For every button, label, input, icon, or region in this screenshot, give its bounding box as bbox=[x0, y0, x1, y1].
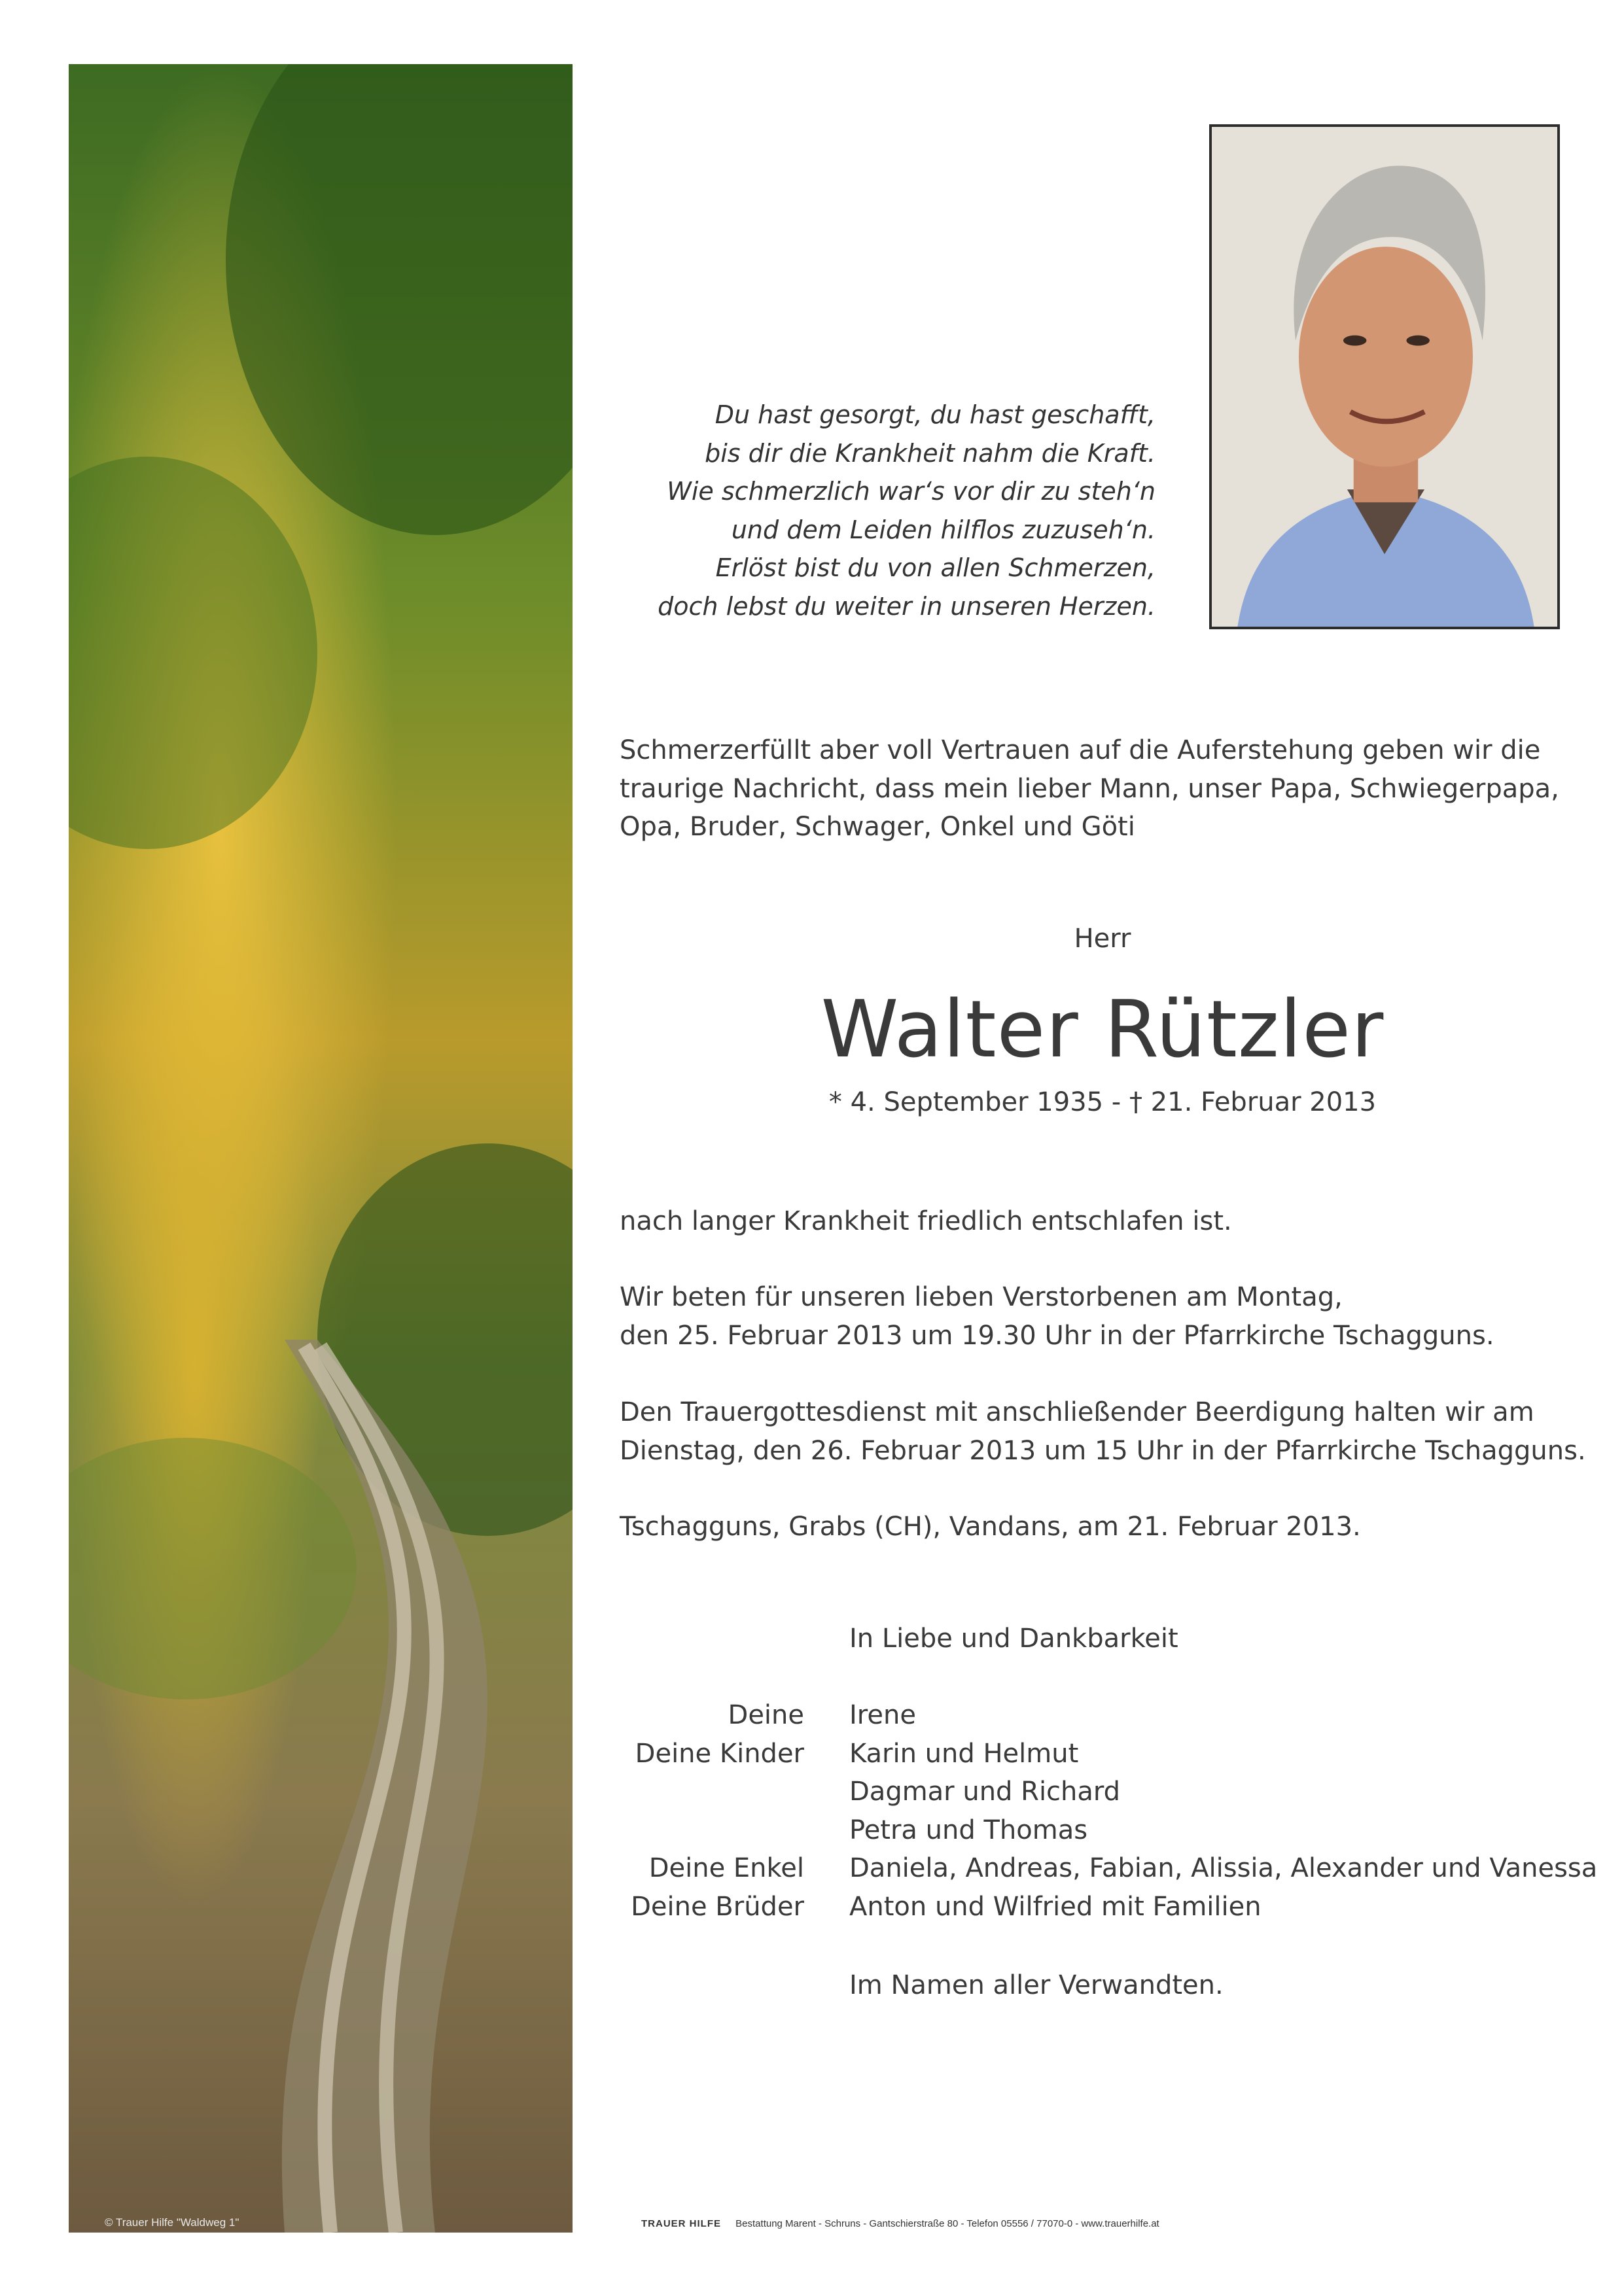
poem-line: Wie schmerzlich war‘s vor dir zu steh‘n bbox=[667, 477, 1156, 506]
signature-label: Deine Enkel bbox=[648, 1853, 804, 1883]
signature-row bbox=[620, 1777, 1601, 1815]
signature-names: Irene bbox=[849, 1700, 916, 1730]
prayer-line: den 25. Februar 2013 um 19.30 Uhr in der Pfarrkirche Tschagguns. bbox=[620, 1320, 1494, 1351]
poem-line: bis dir die Krankheit nahm die Kraft. bbox=[705, 438, 1156, 468]
funeral-paragraph bbox=[620, 1393, 1586, 1470]
salutation: Herr bbox=[1074, 924, 1131, 954]
signature-title: In Liebe und Dankbarkeit bbox=[849, 1624, 1178, 1654]
memorial-poem bbox=[658, 396, 1156, 625]
signature-names: Daniela, Andreas, Fabian, Alissia, Alexander und Vanessa bbox=[849, 1853, 1598, 1883]
prayer-line: Wir beten für unseren lieben Verstorbenen am Montag, bbox=[620, 1282, 1343, 1312]
image-credit: © Trauer Hilfe "Waldweg 1" bbox=[105, 2216, 239, 2229]
forest-path-image bbox=[69, 64, 573, 2233]
signature-row bbox=[620, 1853, 1601, 1892]
signature-label: Deine Brüder bbox=[631, 1891, 804, 1922]
footer bbox=[641, 2218, 1159, 2229]
signature-row bbox=[620, 1739, 1601, 1777]
funeral-line: Dienstag, den 26. Februar 2013 um 15 Uhr in der Pfarrkirche Tschagguns. bbox=[620, 1435, 1586, 1466]
portrait-photo bbox=[1209, 124, 1560, 629]
signature-names: Anton und Wilfried mit Familien bbox=[849, 1891, 1262, 1922]
intro-line: traurige Nachricht, dass mein lieber Mann, unser Papa, Schwiegerpapa, bbox=[620, 773, 1559, 804]
signature-row bbox=[620, 1700, 1601, 1739]
deceased-name: Walter Rützler bbox=[821, 984, 1385, 1075]
signature-names: Petra und Thomas bbox=[849, 1815, 1088, 1845]
signature-closing: Im Namen aller Verwandten. bbox=[849, 1970, 1224, 2000]
prayer-paragraph bbox=[620, 1278, 1494, 1355]
intro-line: Opa, Bruder, Schwager, Onkel und Göti bbox=[620, 812, 1135, 842]
place-date: Tschagguns, Grabs (CH), Vandans, am 21. Februar 2013. bbox=[620, 1512, 1361, 1542]
poem-line: Du hast gesorgt, du hast geschafft, bbox=[715, 400, 1156, 429]
intro-line: Schmerzerfüllt aber voll Vertrauen auf die Auferstehung geben wir die bbox=[620, 735, 1541, 765]
footer-brand: TRAUER HILFE bbox=[641, 2218, 721, 2229]
signature-row bbox=[620, 1892, 1601, 1930]
life-dates: * 4. September 1935 - † 21. Februar 2013 bbox=[828, 1087, 1377, 1117]
signature-row bbox=[620, 1815, 1601, 1854]
signature-names: Karin und Helmut bbox=[849, 1738, 1079, 1769]
passing-text: nach langer Krankheit friedlich entschlafen ist. bbox=[620, 1206, 1232, 1236]
poem-line: Erlöst bist du von allen Schmerzen, bbox=[715, 553, 1156, 582]
intro-paragraph bbox=[620, 731, 1559, 846]
poem-line: und dem Leiden hilflos zuzuseh‘n. bbox=[731, 515, 1156, 544]
signature-label: Deine Kinder bbox=[635, 1738, 804, 1769]
signature-names: Dagmar und Richard bbox=[849, 1777, 1121, 1807]
signature-label: Deine bbox=[728, 1700, 804, 1730]
footer-details: Bestattung Marent - Schruns - Gantschierstraße 80 - Telefon 05556 / 77070-0 - www.trauerhilfe.at bbox=[735, 2218, 1159, 2229]
funeral-line: Den Trauergottesdienst mit anschließender Beerdigung halten wir am bbox=[620, 1397, 1534, 1427]
poem-line: doch lebst du weiter in unseren Herzen. bbox=[658, 591, 1156, 621]
